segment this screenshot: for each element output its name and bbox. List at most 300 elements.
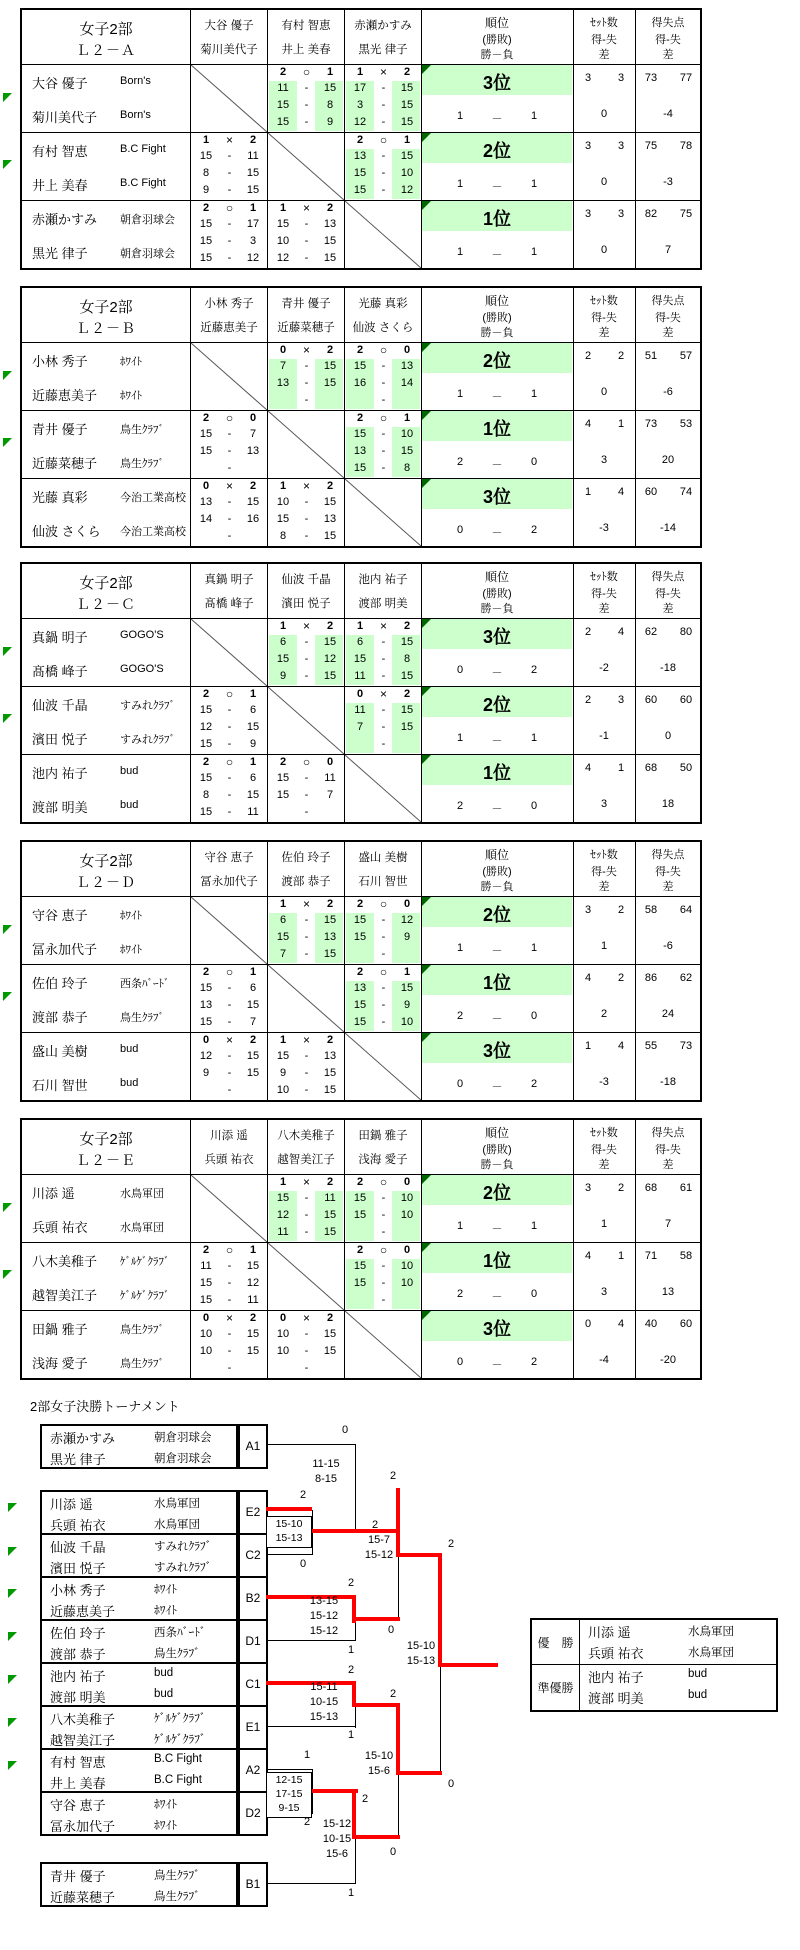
match-cell xyxy=(344,687,421,754)
game-score-right: 7 xyxy=(249,428,257,440)
bracket-score: 15-13 xyxy=(406,1655,436,1667)
win-loss-symbol: ○ xyxy=(225,201,234,215)
game-score-left: 15 xyxy=(353,1277,367,1289)
game-score-dash: - xyxy=(227,1362,232,1374)
game-score-left: 12 xyxy=(276,1209,290,1221)
record-wins: 1 xyxy=(456,732,464,744)
record-wins: 0 xyxy=(456,664,464,676)
record-losses: 1 xyxy=(530,246,538,258)
set-count-lost: 2 xyxy=(249,1312,257,1324)
game-score-dash: - xyxy=(304,806,309,818)
sets-won: 4 xyxy=(584,762,592,774)
sets-cell xyxy=(573,965,635,1032)
points-cell xyxy=(635,965,702,1032)
game-score-right: 15 xyxy=(246,1328,260,1340)
sets-cell xyxy=(573,755,635,822)
game-score-dash: - xyxy=(304,1328,309,1340)
win-loss-symbol: × xyxy=(302,1311,310,1325)
bracket-team-box-A2 xyxy=(40,1748,238,1793)
player1-club: B.C Fight xyxy=(120,143,166,155)
league-block: Ｌ２－Ａ xyxy=(76,42,136,58)
header-player1: 有村 智恵 xyxy=(281,20,331,32)
points-header-1: 得失点 xyxy=(651,1127,685,1139)
game-score-right: 15 xyxy=(400,99,414,111)
set-count-lost: 1 xyxy=(249,966,257,978)
header-team-cell xyxy=(267,564,344,618)
set-count-lost: 2 xyxy=(249,480,257,492)
game-score-dash: - xyxy=(304,1226,309,1238)
league-table-Ｌ２－Ａ xyxy=(20,8,702,270)
game-score-dash: - xyxy=(304,948,309,960)
bracket-player2: 近藤恵美子 xyxy=(50,1604,116,1619)
game-score-left: 15 xyxy=(276,99,290,111)
game-score-right: 12 xyxy=(246,252,260,264)
win-loss-symbol: ○ xyxy=(225,965,234,979)
player1-name: 赤瀬かすみ xyxy=(32,212,98,227)
rank-cell xyxy=(421,897,573,964)
bracket-set-count: 2 xyxy=(347,1664,355,1676)
player1-club: すみれｸﾗﾌﾞ xyxy=(120,700,175,712)
comment-marker-icon xyxy=(8,1589,17,1598)
record-losses: 1 xyxy=(530,732,538,744)
game-score-left: 15 xyxy=(199,1016,213,1028)
bracket-club2: 鳥生ｸﾗﾌﾞ xyxy=(154,1648,200,1660)
sets-lost: 1 xyxy=(617,418,625,430)
comment-marker-icon xyxy=(3,93,12,102)
player2-name: 仙波 さくら xyxy=(32,524,101,539)
rank-value: 1位 xyxy=(482,973,511,993)
points-lost: 57 xyxy=(679,350,693,362)
team-name-cell xyxy=(22,619,190,686)
player2-name: 冨永加代子 xyxy=(32,942,98,957)
points-header-3: 差 xyxy=(662,327,674,339)
points-won: 73 xyxy=(644,72,658,84)
points-header-1: 得失点 xyxy=(651,571,685,583)
win-loss-symbol: ○ xyxy=(225,755,234,769)
bracket-score: 8-15 xyxy=(314,1473,338,1485)
game-score-right xyxy=(238,530,268,545)
game-score-right: 13 xyxy=(323,513,337,525)
bracket-player2: 黒光 律子 xyxy=(50,1452,106,1467)
match-cell xyxy=(344,133,421,200)
win-loss-symbol: ○ xyxy=(225,1243,234,1257)
player1-name: 光藤 真彩 xyxy=(32,490,88,505)
game-score-dash: - xyxy=(227,496,232,508)
header-team-cell xyxy=(344,10,421,64)
league-block: Ｌ２－Ｄ xyxy=(76,874,136,890)
set-count-lost: 0 xyxy=(403,1244,411,1256)
game-score-right: 15 xyxy=(246,167,260,179)
diagonal-line xyxy=(345,755,421,822)
bracket-club1: 水鳥軍団 xyxy=(154,1498,200,1510)
diagonal-cell xyxy=(190,1175,267,1242)
bracket-team-box-E2 xyxy=(40,1490,238,1535)
game-score-left: 17 xyxy=(353,82,367,94)
game-score-left: 15 xyxy=(199,806,213,818)
game-score-dash: - xyxy=(304,1084,309,1096)
bracket-score: 15-12 xyxy=(364,1549,394,1561)
seed-label: B2 xyxy=(245,1591,261,1605)
league-row xyxy=(22,896,700,964)
header-player2: 菊川美代子 xyxy=(200,44,258,56)
header-player1: 真鍋 明子 xyxy=(204,574,254,586)
game-score-dash: - xyxy=(381,982,386,994)
record-dash: － xyxy=(491,667,503,679)
diagonal-cell xyxy=(190,897,267,964)
set-count-won: 0 xyxy=(202,1312,210,1324)
bracket-club1: B.C Fight xyxy=(154,1753,202,1765)
game-score-right: 16 xyxy=(246,513,260,525)
game-score-dash: - xyxy=(304,931,309,943)
game-score-left: 15 xyxy=(353,1209,367,1221)
comment-marker-icon xyxy=(3,714,12,723)
header-team-cell xyxy=(267,842,344,896)
game-score-right: 7 xyxy=(326,789,334,801)
set-count-lost: 2 xyxy=(403,66,411,78)
sets-won: 0 xyxy=(584,1318,592,1330)
rank-value: 3位 xyxy=(482,1041,511,1061)
points-lost: 78 xyxy=(679,140,693,152)
sets-lost: 3 xyxy=(617,208,625,220)
game-score-dash: - xyxy=(304,496,309,508)
win-loss-symbol: ○ xyxy=(302,755,311,769)
match-cell xyxy=(267,1175,344,1242)
seed-label: A1 xyxy=(245,1439,261,1453)
header-player1: 川添 遥 xyxy=(210,1130,248,1142)
rank-value: 1位 xyxy=(482,419,511,439)
game-score-left: 15 xyxy=(199,428,213,440)
winner-path-line xyxy=(354,1835,400,1839)
team-name-cell xyxy=(22,479,190,546)
sets-lost: 4 xyxy=(617,626,625,638)
win-loss-symbol: × xyxy=(379,619,387,633)
match-cell xyxy=(190,411,267,478)
game-score-dash: - xyxy=(381,914,386,926)
header-player2: 石川 智世 xyxy=(358,876,408,888)
points-diff: -6 xyxy=(663,386,673,398)
game-score-dash: - xyxy=(381,1016,386,1028)
game-score-dash: - xyxy=(381,116,386,128)
game-score-dash: - xyxy=(227,1016,232,1028)
bracket-set-count: 0 xyxy=(389,1846,397,1858)
record-losses: 1 xyxy=(530,110,538,122)
player2-name: 渡部 恭子 xyxy=(32,1010,88,1025)
game-score-right: 15 xyxy=(323,1226,337,1238)
game-score-dash: - xyxy=(381,636,386,648)
bracket-player2: 近藤菜穂子 xyxy=(50,1890,116,1905)
league-row xyxy=(22,1032,700,1100)
game-score-left xyxy=(345,1294,375,1309)
game-score-left: 8 xyxy=(202,789,210,801)
game-score-right: 10 xyxy=(400,167,414,179)
record-losses: 1 xyxy=(530,388,538,400)
diagonal-cell xyxy=(344,201,421,268)
match-cell xyxy=(267,343,344,410)
bracket-club2: B.C Fight xyxy=(154,1774,202,1786)
game-score-right: 15 xyxy=(246,1050,260,1062)
record-losses: 0 xyxy=(530,1288,538,1300)
game-score-dash: - xyxy=(227,530,232,542)
player1-club: ｹﾞﾙｹﾞｸﾗﾌﾞ xyxy=(120,1256,170,1268)
game-score-left: 15 xyxy=(353,914,367,926)
diagonal-line xyxy=(345,1311,421,1378)
rank-cell xyxy=(421,411,573,478)
bracket-seed-box-A2 xyxy=(238,1748,268,1793)
game-score-right: 15 xyxy=(246,789,260,801)
bracket-seed-box-E1 xyxy=(238,1705,268,1750)
game-score-right: 15 xyxy=(323,82,337,94)
game-score-right: 10 xyxy=(400,1260,414,1272)
game-score-dash: - xyxy=(304,235,309,247)
league-row xyxy=(22,200,700,268)
player2-club: 朝倉羽球会 xyxy=(120,248,175,260)
win-loss-symbol: × xyxy=(225,133,233,147)
set-count-won: 2 xyxy=(356,898,364,910)
rank-value: 1位 xyxy=(482,209,511,229)
record-losses: 1 xyxy=(530,942,538,954)
player1-name: 盛山 美樹 xyxy=(32,1044,88,1059)
league-table-Ｌ２－Ｂ xyxy=(20,286,702,548)
bracket-player2: 越智美江子 xyxy=(50,1733,116,1748)
sets-cell xyxy=(573,343,635,410)
player1-name: 田鍋 雅子 xyxy=(32,1322,88,1337)
match-cell xyxy=(190,479,267,546)
game-score-dash: - xyxy=(304,789,309,801)
game-score-left xyxy=(345,1226,375,1241)
match-cell xyxy=(344,1243,421,1310)
game-score-right: 15 xyxy=(323,1345,337,1357)
points-won: 40 xyxy=(644,1318,658,1330)
rank-header-2: (勝敗) xyxy=(482,1144,512,1156)
set-count-lost: 0 xyxy=(249,412,257,424)
bracket-player1: 八木美稚子 xyxy=(50,1712,116,1727)
bracket-player2: 渡部 恭子 xyxy=(50,1647,106,1662)
header-team-cell xyxy=(190,10,267,64)
game-score-left xyxy=(268,394,298,409)
game-score-left: 15 xyxy=(276,789,290,801)
winner-path-line xyxy=(398,1553,442,1557)
bracket-score: 15-13 xyxy=(309,1711,339,1723)
game-score-left xyxy=(268,806,298,821)
game-score-right: 12 xyxy=(323,653,337,665)
set-count-lost: 0 xyxy=(403,344,411,356)
game-score-left: 9 xyxy=(279,1067,287,1079)
league-division: 女子2部 xyxy=(79,21,133,38)
bracket-player1: 赤瀬かすみ xyxy=(50,1431,116,1446)
sets-header-3: 差 xyxy=(598,881,610,893)
game-score-left: 15 xyxy=(353,931,367,943)
sets-diff: 3 xyxy=(600,798,608,810)
bracket-line xyxy=(266,1640,356,1641)
sets-lost: 1 xyxy=(617,1250,625,1262)
points-lost: 80 xyxy=(679,626,693,638)
rank-cell xyxy=(421,1033,573,1100)
diagonal-cell xyxy=(267,687,344,754)
game-score-right: 12 xyxy=(400,184,414,196)
bracket-score-box xyxy=(266,1516,312,1548)
diagonal-line xyxy=(268,1243,344,1310)
match-cell xyxy=(267,201,344,268)
rank-cell xyxy=(421,343,573,410)
game-score-right xyxy=(392,1294,422,1309)
set-count-lost: 2 xyxy=(326,620,334,632)
set-count-won: 1 xyxy=(279,620,287,632)
header-rank-cell xyxy=(421,842,573,896)
points-won: 55 xyxy=(644,1040,658,1052)
sets-won: 3 xyxy=(584,140,592,152)
sets-diff: 3 xyxy=(600,1286,608,1298)
game-score-dash: - xyxy=(304,530,309,542)
header-sets-cell xyxy=(573,1120,635,1174)
league-division: 女子2部 xyxy=(79,1131,133,1148)
rank-header-3: 勝－負 xyxy=(480,49,514,61)
game-score-right: 15 xyxy=(323,496,337,508)
sets-header-1: ｾｯﾄ数 xyxy=(590,1127,618,1139)
game-score-left: 9 xyxy=(202,1067,210,1079)
game-score-dash: - xyxy=(227,235,232,247)
game-score-left: 12 xyxy=(276,252,290,264)
sets-diff: 0 xyxy=(600,176,608,188)
player2-club: bud xyxy=(120,1077,139,1089)
header-points-cell xyxy=(635,288,702,342)
set-count-won: 1 xyxy=(279,898,287,910)
match-cell xyxy=(190,1033,267,1100)
game-score-right: 10 xyxy=(400,428,414,440)
header-team-cell xyxy=(267,288,344,342)
sets-cell xyxy=(573,1033,635,1100)
rank-header-1: 順位 xyxy=(484,16,509,30)
game-score-dash: - xyxy=(227,167,232,179)
match-cell xyxy=(190,687,267,754)
winner-path-line xyxy=(440,1663,498,1667)
set-count-won: 0 xyxy=(202,480,210,492)
player1-name: 青井 優子 xyxy=(32,422,88,437)
bracket-score: 15-6 xyxy=(325,1848,349,1860)
rank-value: 1位 xyxy=(482,763,511,783)
sets-cell xyxy=(573,897,635,964)
bracket-seed-box-C2 xyxy=(238,1533,268,1578)
set-count-lost: 2 xyxy=(403,620,411,632)
set-count-won: 0 xyxy=(279,344,287,356)
set-count-lost: 0 xyxy=(326,756,334,768)
header-sets-cell xyxy=(573,288,635,342)
game-score-left: 13 xyxy=(199,999,213,1011)
league-block: Ｌ２－Ｃ xyxy=(76,596,136,612)
set-count-won: 1 xyxy=(356,620,364,632)
team-name-cell xyxy=(22,897,190,964)
game-score-dash: - xyxy=(304,82,309,94)
bracket-score: 15-10 xyxy=(364,1750,394,1762)
points-won: 86 xyxy=(644,972,658,984)
bracket-line xyxy=(266,1769,313,1770)
points-cell xyxy=(635,755,702,822)
points-lost: 64 xyxy=(679,904,693,916)
game-score-dash: - xyxy=(304,670,309,682)
header-player1: 光藤 真彩 xyxy=(358,298,408,310)
game-score-right: 9 xyxy=(249,738,257,750)
game-score-dash: - xyxy=(304,914,309,926)
points-diff: 20 xyxy=(661,454,675,466)
team-name-cell xyxy=(22,965,190,1032)
result-player2: 渡部 明美 xyxy=(588,1691,644,1706)
game-score-dash: - xyxy=(381,1277,386,1289)
set-count-won: 0 xyxy=(202,1034,210,1046)
points-cell xyxy=(635,133,702,200)
game-score-dash: - xyxy=(381,428,386,440)
game-score-left: 15 xyxy=(353,360,367,372)
comment-marker-icon xyxy=(3,160,12,169)
league-row xyxy=(22,64,700,132)
diagonal-line xyxy=(191,343,267,410)
points-header-3: 差 xyxy=(662,603,674,615)
set-count-won: 2 xyxy=(356,134,364,146)
game-score-right: 6 xyxy=(249,982,257,994)
comment-marker-icon xyxy=(8,1718,17,1727)
player2-name: 井上 美春 xyxy=(32,178,88,193)
game-score-right: 15 xyxy=(400,116,414,128)
rank-cell xyxy=(421,133,573,200)
league-division: 女子2部 xyxy=(79,575,133,592)
comment-marker-icon xyxy=(3,647,12,656)
player1-club: ﾎﾜｲﾄ xyxy=(120,910,142,922)
header-rank-cell xyxy=(421,10,573,64)
set-count-won: 1 xyxy=(356,66,364,78)
game-score-left: 15 xyxy=(276,218,290,230)
player2-name: 浅海 愛子 xyxy=(32,1356,88,1371)
comment-marker-icon xyxy=(3,925,12,934)
game-score-left xyxy=(191,1084,221,1099)
bracket-team-box-D2 xyxy=(40,1791,238,1836)
game-score-right xyxy=(392,394,422,409)
game-score-dash: - xyxy=(381,360,386,372)
set-count-lost: 0 xyxy=(403,1176,411,1188)
game-score-left: 15 xyxy=(353,462,367,474)
game-score-left: 15 xyxy=(353,653,367,665)
game-score-right xyxy=(315,806,345,821)
game-score-right xyxy=(238,1362,268,1377)
points-header-2: 得-失 xyxy=(655,1144,681,1156)
points-lost: 77 xyxy=(679,72,693,84)
game-score-left: 15 xyxy=(276,931,290,943)
match-cell xyxy=(190,201,267,268)
game-score-dash: - xyxy=(227,513,232,525)
points-header-3: 差 xyxy=(662,49,674,61)
bracket-score: 9-15 xyxy=(278,1802,300,1814)
game-score-dash: - xyxy=(381,931,386,943)
bracket-title: 2部女子決勝トーナメント xyxy=(30,1399,180,1414)
header-player1: 青井 優子 xyxy=(281,298,331,310)
win-loss-symbol: ○ xyxy=(225,687,234,701)
bracket-set-count: 0 xyxy=(447,1778,455,1790)
diagonal-line xyxy=(345,479,421,546)
sets-diff: 0 xyxy=(600,108,608,120)
win-loss-symbol: × xyxy=(302,1175,310,1189)
sets-cell xyxy=(573,201,635,268)
points-lost: 75 xyxy=(679,208,693,220)
points-header-3: 差 xyxy=(662,881,674,893)
diagonal-cell xyxy=(344,1033,421,1100)
header-team-cell xyxy=(190,842,267,896)
game-score-dash: - xyxy=(304,360,309,372)
game-score-left: 15 xyxy=(276,653,290,665)
player1-club: 鳥生ｸﾗﾌﾞ xyxy=(120,424,164,436)
game-score-right: 15 xyxy=(400,670,414,682)
points-diff: -4 xyxy=(663,108,673,120)
points-lost: 60 xyxy=(679,694,693,706)
header-rank-cell xyxy=(421,1120,573,1174)
points-won: 51 xyxy=(644,350,658,362)
header-player2: 渡部 明美 xyxy=(358,598,408,610)
